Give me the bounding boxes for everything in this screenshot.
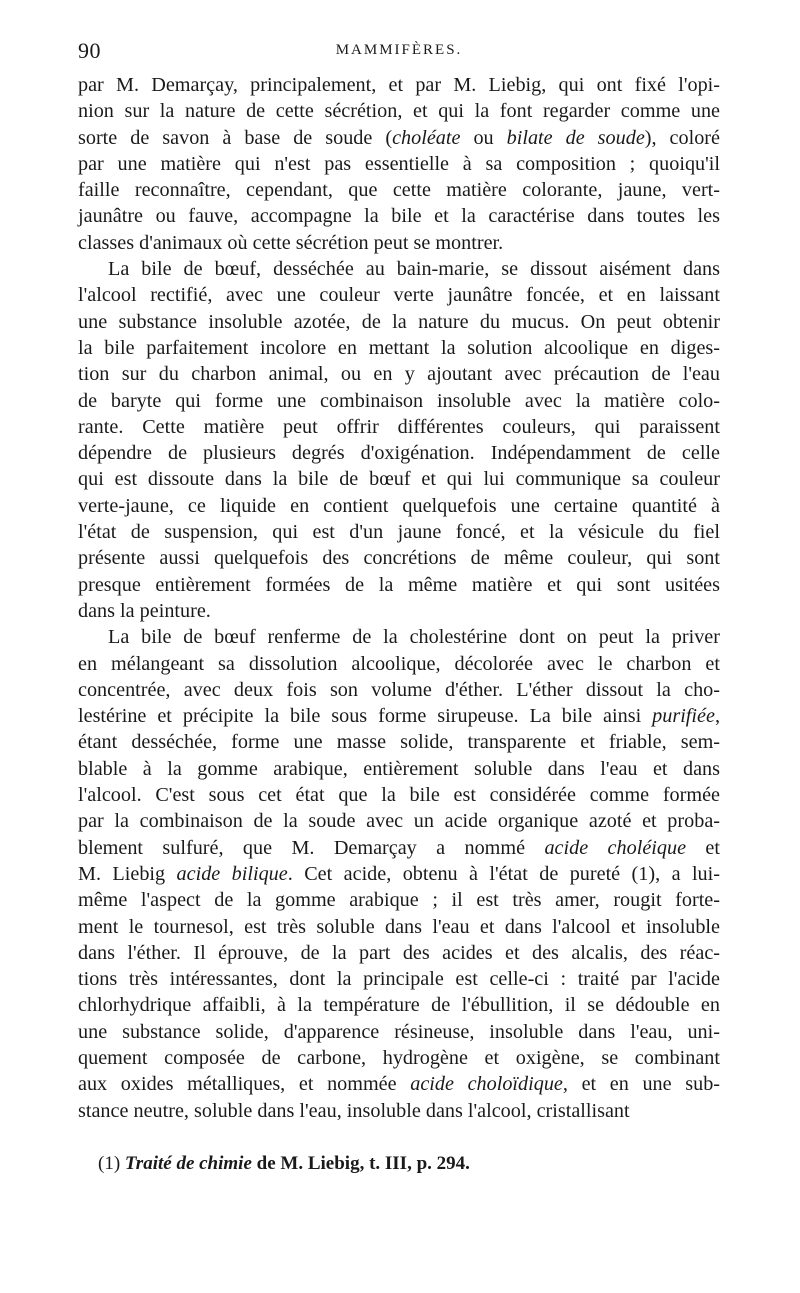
text-line: stance neutre, soluble dans l'eau, insoluble dans l'alcool, cristallisant — [78, 1099, 630, 1122]
text-line: tion sur du charbon animal, ou en y ajoutant avec précaution de l'eau — [78, 363, 720, 386]
paragraph — [78, 624, 720, 1124]
text-line: par M. Demarçay, principalement, et par M. Liebig, qui ont fixé l'opi- — [78, 74, 720, 96]
footnote — [78, 1152, 720, 1176]
text-line: l'état de suspension, qui est d'un jaune foncé, et la vésicule du fiel — [78, 521, 720, 544]
text-line: M. Liebig acide bilique. Cet acide, obtenu à l'état de pureté (1), a lui- — [78, 862, 720, 885]
text-line: faille reconnaître, cependant, que cette matière colorante, jaune, vert- — [78, 179, 720, 202]
text-line: nion sur la nature de cette sécrétion, et qui la font regarder comme une — [78, 100, 720, 123]
text-line: ment le tournesol, est très soluble dans l'eau et dans l'alcool et insoluble — [78, 915, 720, 938]
text-line: de baryte qui forme une combinaison insoluble avec la matière colo- — [78, 389, 720, 412]
text-line: la bile parfaitement incolore en mettant la solution alcoolique en diges- — [78, 336, 720, 359]
page — [78, 38, 720, 1176]
italic-term: acide choléique — [544, 836, 687, 859]
text-line: l'alcool. C'est sous cet état que la bile est considérée comme formée — [78, 784, 720, 807]
italic-term: choléate — [392, 126, 461, 149]
text-line: rante. Cette matière peut offrir différentes couleurs, qui paraissent — [78, 415, 720, 438]
text-line: verte-jaune, ce liquide en contient quelquefois une certaine quantité à — [78, 494, 720, 517]
text-line: en mélangeant sa dissolution alcoolique, décolorée avec le charbon et — [78, 652, 720, 675]
text-line: classes d'animaux où cette sécrétion peut se montrer. — [78, 231, 504, 254]
italic-term: acide bilique — [176, 862, 288, 885]
footnote-reference: de M. Liebig, t. III, p. 294. — [256, 1152, 470, 1174]
italic-term: acide choloïdique — [410, 1073, 563, 1096]
text-line: blable à la gomme arabique, entièrement soluble dans l'eau et dans — [78, 757, 720, 780]
text-line: dans l'éther. Il éprouve, de la part des acides et des alcalis, des réac- — [78, 941, 720, 964]
text-line: étant desséchée, forme une masse solide, transparente et friable, sem- — [78, 731, 720, 754]
italic-term: bilate de soude — [506, 126, 645, 149]
text-line: aux oxides métalliques, et nommée acide choloïdique, et en une sub- — [78, 1073, 721, 1096]
page-number: 90 — [78, 38, 101, 63]
body-text — [78, 72, 720, 1124]
text-line: La bile de bœuf renferme de la cholestérine dont on peut la priver — [108, 626, 720, 649]
footnote-spacer — [78, 1124, 720, 1152]
text-line: dans la peinture. — [78, 599, 211, 622]
text-line: qui est dissoute dans la bile de bœuf et qui lui communique sa couleur — [78, 468, 720, 491]
footnote-marker: (1) — [98, 1152, 121, 1174]
text-line: tions très intéressantes, dont la principale est celle-ci : traité par l'acide — [78, 968, 720, 991]
text-line: une substance insoluble azotée, de la nature du mucus. On peut obtenir — [78, 310, 720, 333]
text-line: La bile de bœuf, desséchée au bain-marie, se dissout aisément dans — [108, 258, 720, 281]
text-line: blement sulfuré, que M. Demarçay a nommé acide choléique et — [78, 836, 720, 859]
paragraph — [78, 72, 720, 256]
text-line: par une matière qui n'est pas essentielle à sa composition ; quoiqu'il — [78, 152, 720, 175]
text-line: dépendre de plusieurs degrés d'oxigénation. Indépendamment de celle — [78, 442, 720, 465]
text-line: l'alcool rectifié, avec une couleur verte jaunâtre foncée, et en laissant — [78, 284, 720, 307]
italic-term: purifiée — [652, 705, 715, 728]
text-line: une substance solide, d'apparence résineuse, insoluble dans l'eau, uni- — [78, 1020, 720, 1043]
text-line: jaunâtre ou fauve, accompagne la bile et la caractérise dans toutes les — [78, 205, 720, 228]
text-line: même l'aspect de la gomme arabique ; il est très amer, rougit forte- — [78, 889, 720, 912]
text-line: chlorhydrique affaibli, à la température de l'ébullition, il se dédouble en — [78, 994, 720, 1017]
text-line: par la combinaison de la soude avec un acide organique azoté et proba- — [78, 810, 720, 833]
text-line: concentrée, avec deux fois son volume d'éther. L'éther dissout la cho- — [78, 678, 720, 701]
text-line: présente aussi quelquefois des concrétions de même couleur, qui sont — [78, 547, 720, 570]
paragraph — [78, 256, 720, 624]
footnote-title: Traité de chimie — [124, 1152, 252, 1174]
running-title: MAMMIFÈRES. — [335, 42, 463, 58]
text-line: lestérine et précipite la bile sous forme sirupeuse. La bile ainsi purifiée, — [78, 705, 720, 728]
running-head — [78, 38, 720, 72]
text-line: presque entièrement formées de la même matière et qui sont usitées — [78, 573, 720, 596]
text-line: sorte de savon à base de soude (choléate ou bilate de soude), coloré — [78, 126, 720, 149]
text-line: quement composée de carbone, hydrogène et oxigène, se combinant — [78, 1046, 720, 1069]
